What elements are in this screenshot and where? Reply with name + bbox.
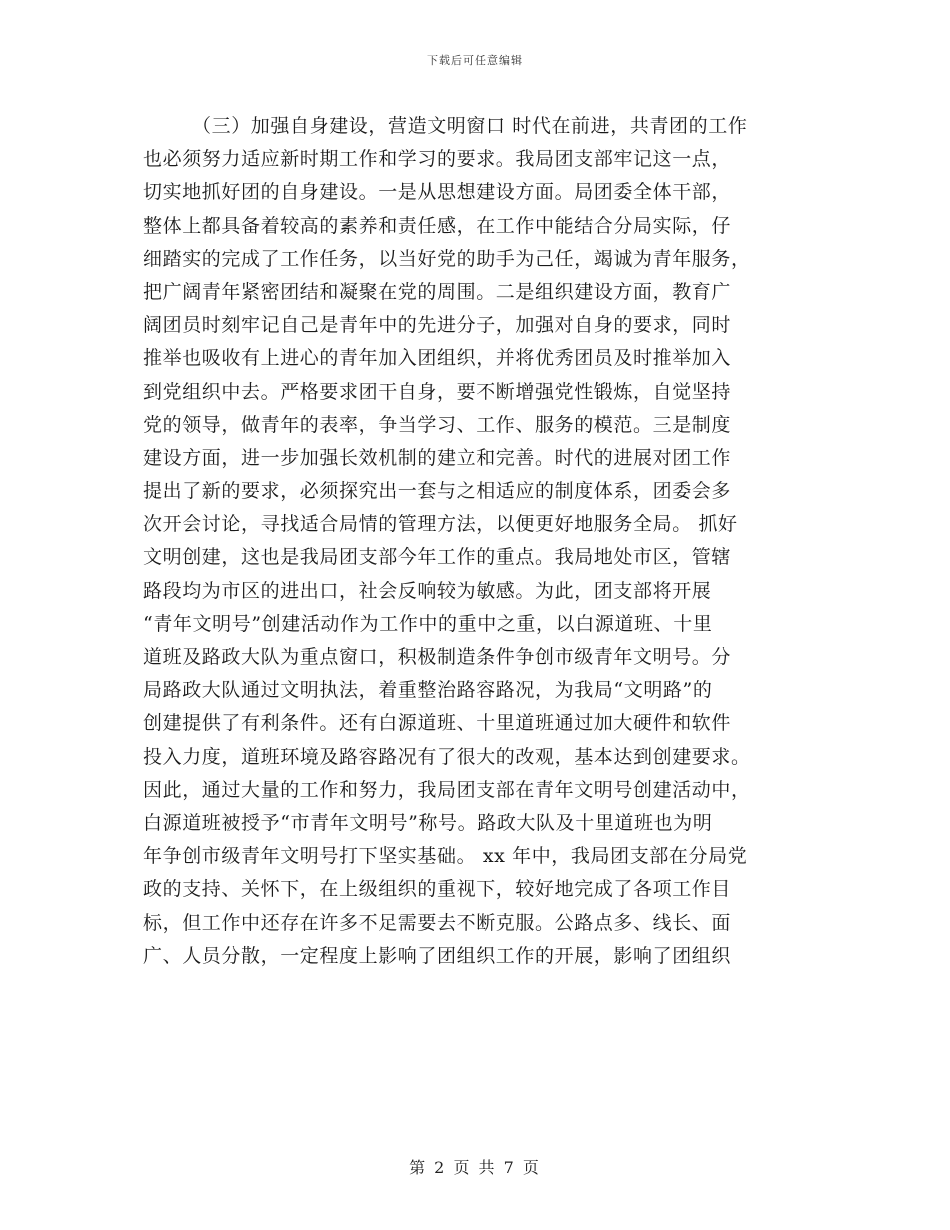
body-line: “青年文明号”创建活动作为工作中的重中之重，以白源道班、十里: [143, 612, 713, 635]
body-line: 建设方面，进一步加强长效机制的建立和完善。时代的进展对团工作: [143, 446, 732, 469]
body-line: 切实地抓好团的自身建设。一是从思想建设方面。局团委全体干部，: [143, 181, 732, 204]
body-line: 创建提供了有利条件。还有白源道班、十里道班通过加大硬件和软件: [143, 712, 732, 735]
body-line: 到党组织中去。严格要求团干自身，要不断增强党性锻炼，自觉坚持: [143, 380, 732, 403]
body-line: 整体上都具备着较高的素养和责任感，在工作中能结合分局实际，仔: [143, 214, 732, 237]
body-line: 文明创建，这也是我局团支部今年工作的重点。我局地处市区，管辖: [143, 546, 732, 569]
body-line: 年争创市级青年文明号打下坚实基础。 xx 年中，我局团支部在分局党: [143, 845, 748, 868]
body-line: 道班及路政大队为重点窗口，积极制造条件争创市级青年文明号。分: [143, 646, 732, 668]
body-line: 把广阔青年紧密团结和凝聚在党的周围。二是组织建设方面，教育广: [143, 280, 732, 303]
body-line: 政的支持、关怀下，在上级组织的重视下，较好地完成了各项工作目: [143, 878, 732, 901]
body-line: 广、人员分散，一定程度上影响了团组织工作的开展，影响了团组织: [143, 944, 732, 967]
body-line: （三）加强自身建设，营造文明窗口 时代在前进，共青团的工作: [192, 115, 748, 137]
body-text: [143, 110, 808, 973]
body-line: 次开会讨论，寻找适合局情的管理方法，以便更好地服务全局。 抓好: [143, 513, 738, 536]
body-line: 细踏实的完成了工作任务，以当好党的助手为己任，竭诚为青年服务，: [143, 247, 751, 270]
body-line: 阔团员时刻牢记自己是青年中的先进分子，加强对自身的要求，同时: [143, 314, 732, 337]
body-line: 投入力度，道班环境及路容路况有了很大的改观，基本达到创建要求。: [143, 745, 751, 768]
page-header-note: 下载后可任意编辑: [427, 54, 523, 67]
body-line: 推举也吸收有上进心的青年加入团组织，并将优秀团员及时推举加入: [143, 347, 732, 370]
body-line: 提出了新的要求，必须探究出一套与之相适应的制度体系，团委会多: [143, 480, 732, 503]
body-line: 也必须努力适应新时期工作和学习的要求。我局团支部牢记这一点，: [143, 148, 732, 171]
body-line: 白源道班被授予“市青年文明号”称号。路政大队及十里道班也为明: [143, 811, 713, 834]
body-line: 党的领导，做青年的表率，争当学习、工作、服务的模范。三是制度: [143, 413, 732, 436]
body-line: 局路政大队通过文明执法，着重整治路容路况，为我局“文明路”的: [143, 679, 713, 702]
page-number: 第 2 页 共 7 页: [409, 1158, 541, 1177]
body-line: 标，但工作中还存在许多不足需要去不断克服。公路点多、线长、面: [143, 911, 732, 934]
body-line: 路段均为市区的进出口，社会反响较为敏感。为此，团支部将开展: [143, 579, 712, 602]
body-line: 因此，通过大量的工作和努力，我局团支部在青年文明号创建活动中，: [143, 778, 751, 801]
